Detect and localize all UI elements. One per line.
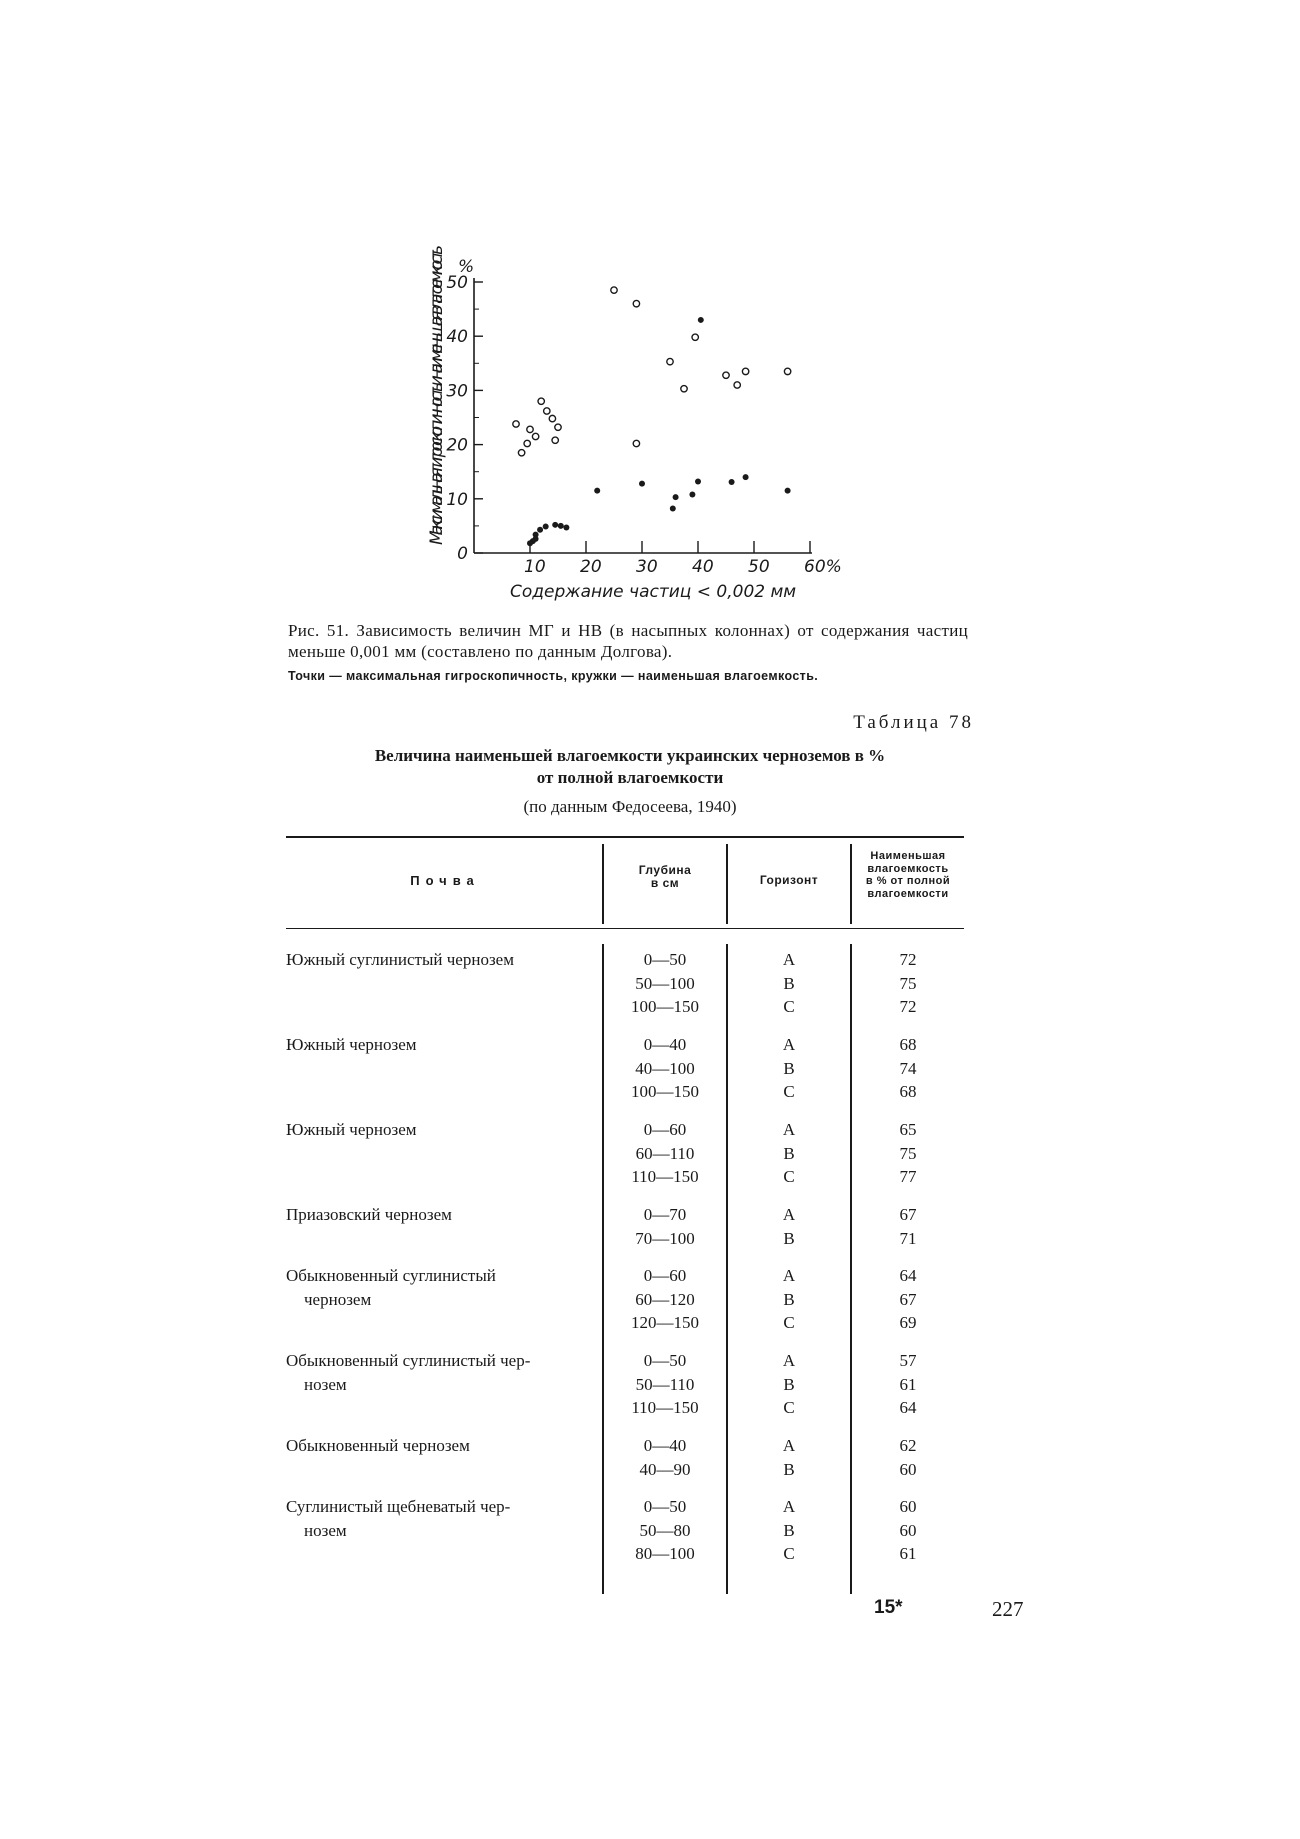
y-tick-label: 30	[446, 381, 468, 402]
data-point-min-capacity	[552, 437, 558, 443]
data-point-min-capacity	[555, 424, 561, 430]
table-source: (по данным Федосеева, 1940)	[523, 797, 737, 816]
soil-name-line: Южный чернозем	[286, 1120, 417, 1139]
depth-cell: 110—150	[631, 1398, 699, 1417]
capacity-value-cell: 64	[899, 1266, 917, 1285]
data-point-min-capacity	[544, 408, 550, 414]
data-point-min-capacity	[527, 426, 533, 432]
data-point-min-capacity	[513, 421, 519, 427]
capacity-value-cell: 60	[899, 1497, 917, 1516]
capacity-value-cell: 62	[899, 1436, 917, 1455]
horizon-cell: B	[783, 1058, 795, 1078]
data-point-max-hygroscopicity	[673, 494, 679, 500]
horizon-cell: A	[782, 1266, 796, 1285]
depth-cell: 80—100	[635, 1544, 695, 1563]
data-point-min-capacity	[681, 386, 687, 392]
depth-cell: 0—50	[643, 950, 687, 969]
y-tick-label: 10	[446, 489, 468, 510]
horizon-cell: C	[783, 1082, 795, 1101]
data-point-min-capacity	[667, 358, 673, 364]
x-tick-label: 60%	[804, 557, 842, 577]
data-point-min-capacity	[524, 440, 530, 446]
depth-cell: 70—100	[635, 1228, 695, 1248]
capacity-value-cell: 77	[899, 1167, 917, 1186]
capacity-value-cell: 72	[899, 950, 917, 969]
data-point-min-capacity	[633, 300, 639, 306]
horizon-cell: C	[783, 1544, 795, 1563]
depth-cell: 60—120	[635, 1289, 695, 1309]
data-point-max-hygroscopicity	[689, 491, 695, 497]
header-divider-1	[602, 844, 604, 924]
header-divider-2	[726, 844, 728, 924]
header-capacity-line-1: Наименьшая	[870, 850, 946, 862]
soil-name-line: Суглинистый щебневатый чер-	[286, 1497, 511, 1516]
data-point-max-hygroscopicity	[785, 488, 791, 494]
capacity-value-cell: 61	[899, 1374, 917, 1394]
depth-cell: 60—110	[635, 1143, 695, 1163]
data-point-max-hygroscopicity	[639, 481, 645, 487]
data-point-min-capacity	[723, 372, 729, 378]
soil-name-line: Обыкновенный суглинистый чер-	[286, 1351, 531, 1370]
table-title-line-1: Величина наименьшей влагоемкости украинских черноземов в %	[374, 746, 886, 765]
depth-cell: 50—80	[639, 1520, 691, 1540]
y-tick-label: 40	[446, 327, 468, 348]
capacity-value-cell: 69	[899, 1313, 917, 1332]
soil-name	[286, 1118, 596, 1142]
horizon-cell: B	[783, 973, 795, 993]
depth-cell: 40—90	[639, 1459, 691, 1479]
capacity-value-cell: 60	[899, 1520, 917, 1540]
capacity-value-cell: 68	[899, 1082, 917, 1101]
depth-cell: 100—150	[631, 1082, 699, 1101]
data-point-max-hygroscopicity	[558, 523, 564, 529]
soil-name-line: Обыкновенный суглинистый	[286, 1266, 496, 1285]
header-capacity	[852, 850, 964, 900]
data-point-max-hygroscopicity	[594, 488, 600, 494]
table-label: Таблица 78	[853, 712, 974, 733]
soil-name	[286, 1203, 596, 1227]
horizon-cell: A	[782, 1205, 796, 1224]
capacity-value-cell: 68	[899, 1035, 917, 1054]
horizon-cell: A	[782, 1497, 796, 1516]
horizon-cell: B	[783, 1459, 795, 1479]
data-point-max-hygroscopicity	[563, 525, 569, 531]
y-tick-label: 0	[457, 544, 468, 564]
capacity-value-cell: 75	[899, 1143, 917, 1163]
horizon-cell: B	[783, 1520, 795, 1540]
depth-cell: 0—50	[643, 1497, 687, 1516]
capacity-value-cell: 71	[899, 1228, 917, 1248]
depth-cell: 0—70	[643, 1205, 687, 1224]
y-tick-label: 50	[446, 273, 468, 293]
x-tick-label: 50	[748, 557, 770, 577]
horizon-cell: A	[782, 1351, 796, 1370]
depth-cell: 0—60	[643, 1120, 687, 1139]
depth-cell: 0—40	[643, 1436, 687, 1455]
capacity-value-cell: 64	[899, 1398, 917, 1417]
x-tick-label: 20	[580, 557, 602, 577]
data-point-max-hygroscopicity	[533, 532, 539, 538]
horizon-cell: C	[783, 1398, 795, 1417]
header-capacity-line-3: в % от полной	[865, 875, 951, 887]
depth-cell: 100—150	[631, 997, 699, 1016]
capacity-value-cell: 67	[899, 1205, 917, 1224]
figure-51-scatter-chart	[400, 240, 860, 600]
header-divider-3	[850, 844, 852, 924]
data-point-max-hygroscopicity	[552, 522, 558, 528]
data-point-min-capacity	[734, 382, 740, 388]
depth-cell: 50—110	[635, 1374, 695, 1394]
soil-name	[286, 1349, 596, 1397]
x-tick-label: 10	[524, 557, 546, 577]
data-point-min-capacity	[784, 368, 790, 374]
header-soil: Почва	[410, 873, 480, 888]
data-point-min-capacity	[633, 440, 639, 446]
soil-name-line: чернозем	[304, 1290, 372, 1309]
horizon-cell: A	[782, 950, 796, 969]
soil-name-line: Южный чернозем	[286, 1035, 417, 1054]
y-unit-label: %	[458, 257, 475, 277]
soil-name-line: Приазовский чернозем	[286, 1205, 452, 1224]
horizon-cell: B	[783, 1143, 795, 1163]
header-depth	[604, 864, 726, 890]
table-header-rule	[286, 928, 964, 929]
capacity-value-cell: 65	[899, 1120, 917, 1139]
y-axis-title: Максимальная гигроскопичность и наименьшая влагоемкость	[427, 244, 447, 545]
scatter-plot-svg	[400, 240, 860, 600]
data-point-min-capacity	[549, 415, 555, 421]
page-number: 227	[992, 1597, 1024, 1621]
capacity-value-cell: 72	[899, 997, 917, 1016]
capacity-value-cell: 61	[899, 1544, 917, 1563]
data-point-max-hygroscopicity	[695, 478, 701, 484]
horizon-cell: C	[783, 997, 795, 1016]
soil-name	[286, 1495, 596, 1543]
soil-name	[286, 1264, 596, 1312]
soil-name-line: Обыкновенный чернозем	[286, 1436, 470, 1455]
soil-name	[286, 1033, 596, 1057]
table-title	[280, 745, 980, 789]
horizon-cell: B	[783, 1228, 795, 1248]
depth-cell: 0—50	[643, 1351, 687, 1370]
horizon-cell: C	[783, 1313, 795, 1332]
data-point-min-capacity	[742, 368, 748, 374]
data-point-max-hygroscopicity	[743, 474, 749, 480]
capacity-value-cell: 74	[899, 1058, 917, 1078]
figure-caption-main: Рис. 51. Зависимость величин МГ и НВ (в насыпных колоннах) от содержания частиц меньше 0,001 мм (составлено по данным Долгова).	[288, 621, 968, 661]
depth-cell: 0—40	[643, 1035, 687, 1054]
printer-signature: 15*	[874, 1597, 903, 1618]
horizon-cell: C	[783, 1167, 795, 1186]
capacity-value-cell: 57	[899, 1351, 917, 1370]
data-point-min-capacity	[518, 450, 524, 456]
x-tick-label: 40	[692, 557, 714, 577]
data-point-min-capacity	[538, 398, 544, 404]
table-title-line-2: от полной влагоемкости	[536, 768, 724, 787]
figure-caption	[288, 620, 968, 683]
header-capacity-line-2: влагоемкость	[867, 862, 949, 875]
depth-cell: 120—150	[631, 1313, 699, 1332]
header-depth-line-2: в см	[650, 876, 680, 890]
soil-name-line: нозем	[304, 1521, 347, 1540]
data-point-max-hygroscopicity	[543, 523, 549, 529]
horizon-cell: A	[782, 1436, 796, 1455]
depth-cell: 40—100	[635, 1058, 695, 1078]
soil-name-line: Южный суглинистый чернозем	[286, 950, 514, 969]
data-point-max-hygroscopicity	[670, 506, 676, 512]
capacity-value-cell: 67	[899, 1289, 917, 1309]
header-capacity-line-4: влагоемкости	[867, 887, 949, 900]
horizon-cell: B	[783, 1374, 795, 1394]
soil-name	[286, 1434, 596, 1458]
capacity-value-cell: 60	[899, 1459, 917, 1479]
soil-name-line: нозем	[304, 1375, 347, 1394]
soil-name	[286, 948, 596, 972]
data-point-min-capacity	[532, 433, 538, 439]
data-point-min-capacity	[611, 287, 617, 293]
depth-cell: 50—100	[635, 973, 695, 993]
horizon-cell: A	[782, 1035, 796, 1054]
horizon-cell: B	[783, 1289, 795, 1309]
depth-cell: 110—150	[631, 1167, 699, 1186]
depth-cell: 0—60	[643, 1266, 687, 1285]
y-tick-label: 20	[446, 435, 468, 456]
capacity-value-cell: 75	[899, 973, 917, 993]
header-depth-line-1: Глубина	[638, 863, 692, 877]
data-point-max-hygroscopicity	[537, 527, 543, 533]
figure-caption-note: Точки — максимальная гигроскопичность, кружки — наименьшая влагоемкость.	[288, 669, 819, 683]
data-point-max-hygroscopicity	[698, 317, 704, 323]
data-point-max-hygroscopicity	[729, 479, 735, 485]
horizon-cell: A	[782, 1120, 796, 1139]
data-point-min-capacity	[692, 334, 698, 340]
x-tick-label: 30	[636, 557, 658, 577]
x-axis-title: Содержание частиц < 0,002 мм	[510, 582, 797, 602]
header-horizon: Горизонт	[759, 873, 819, 887]
table-top-rule	[286, 836, 964, 838]
